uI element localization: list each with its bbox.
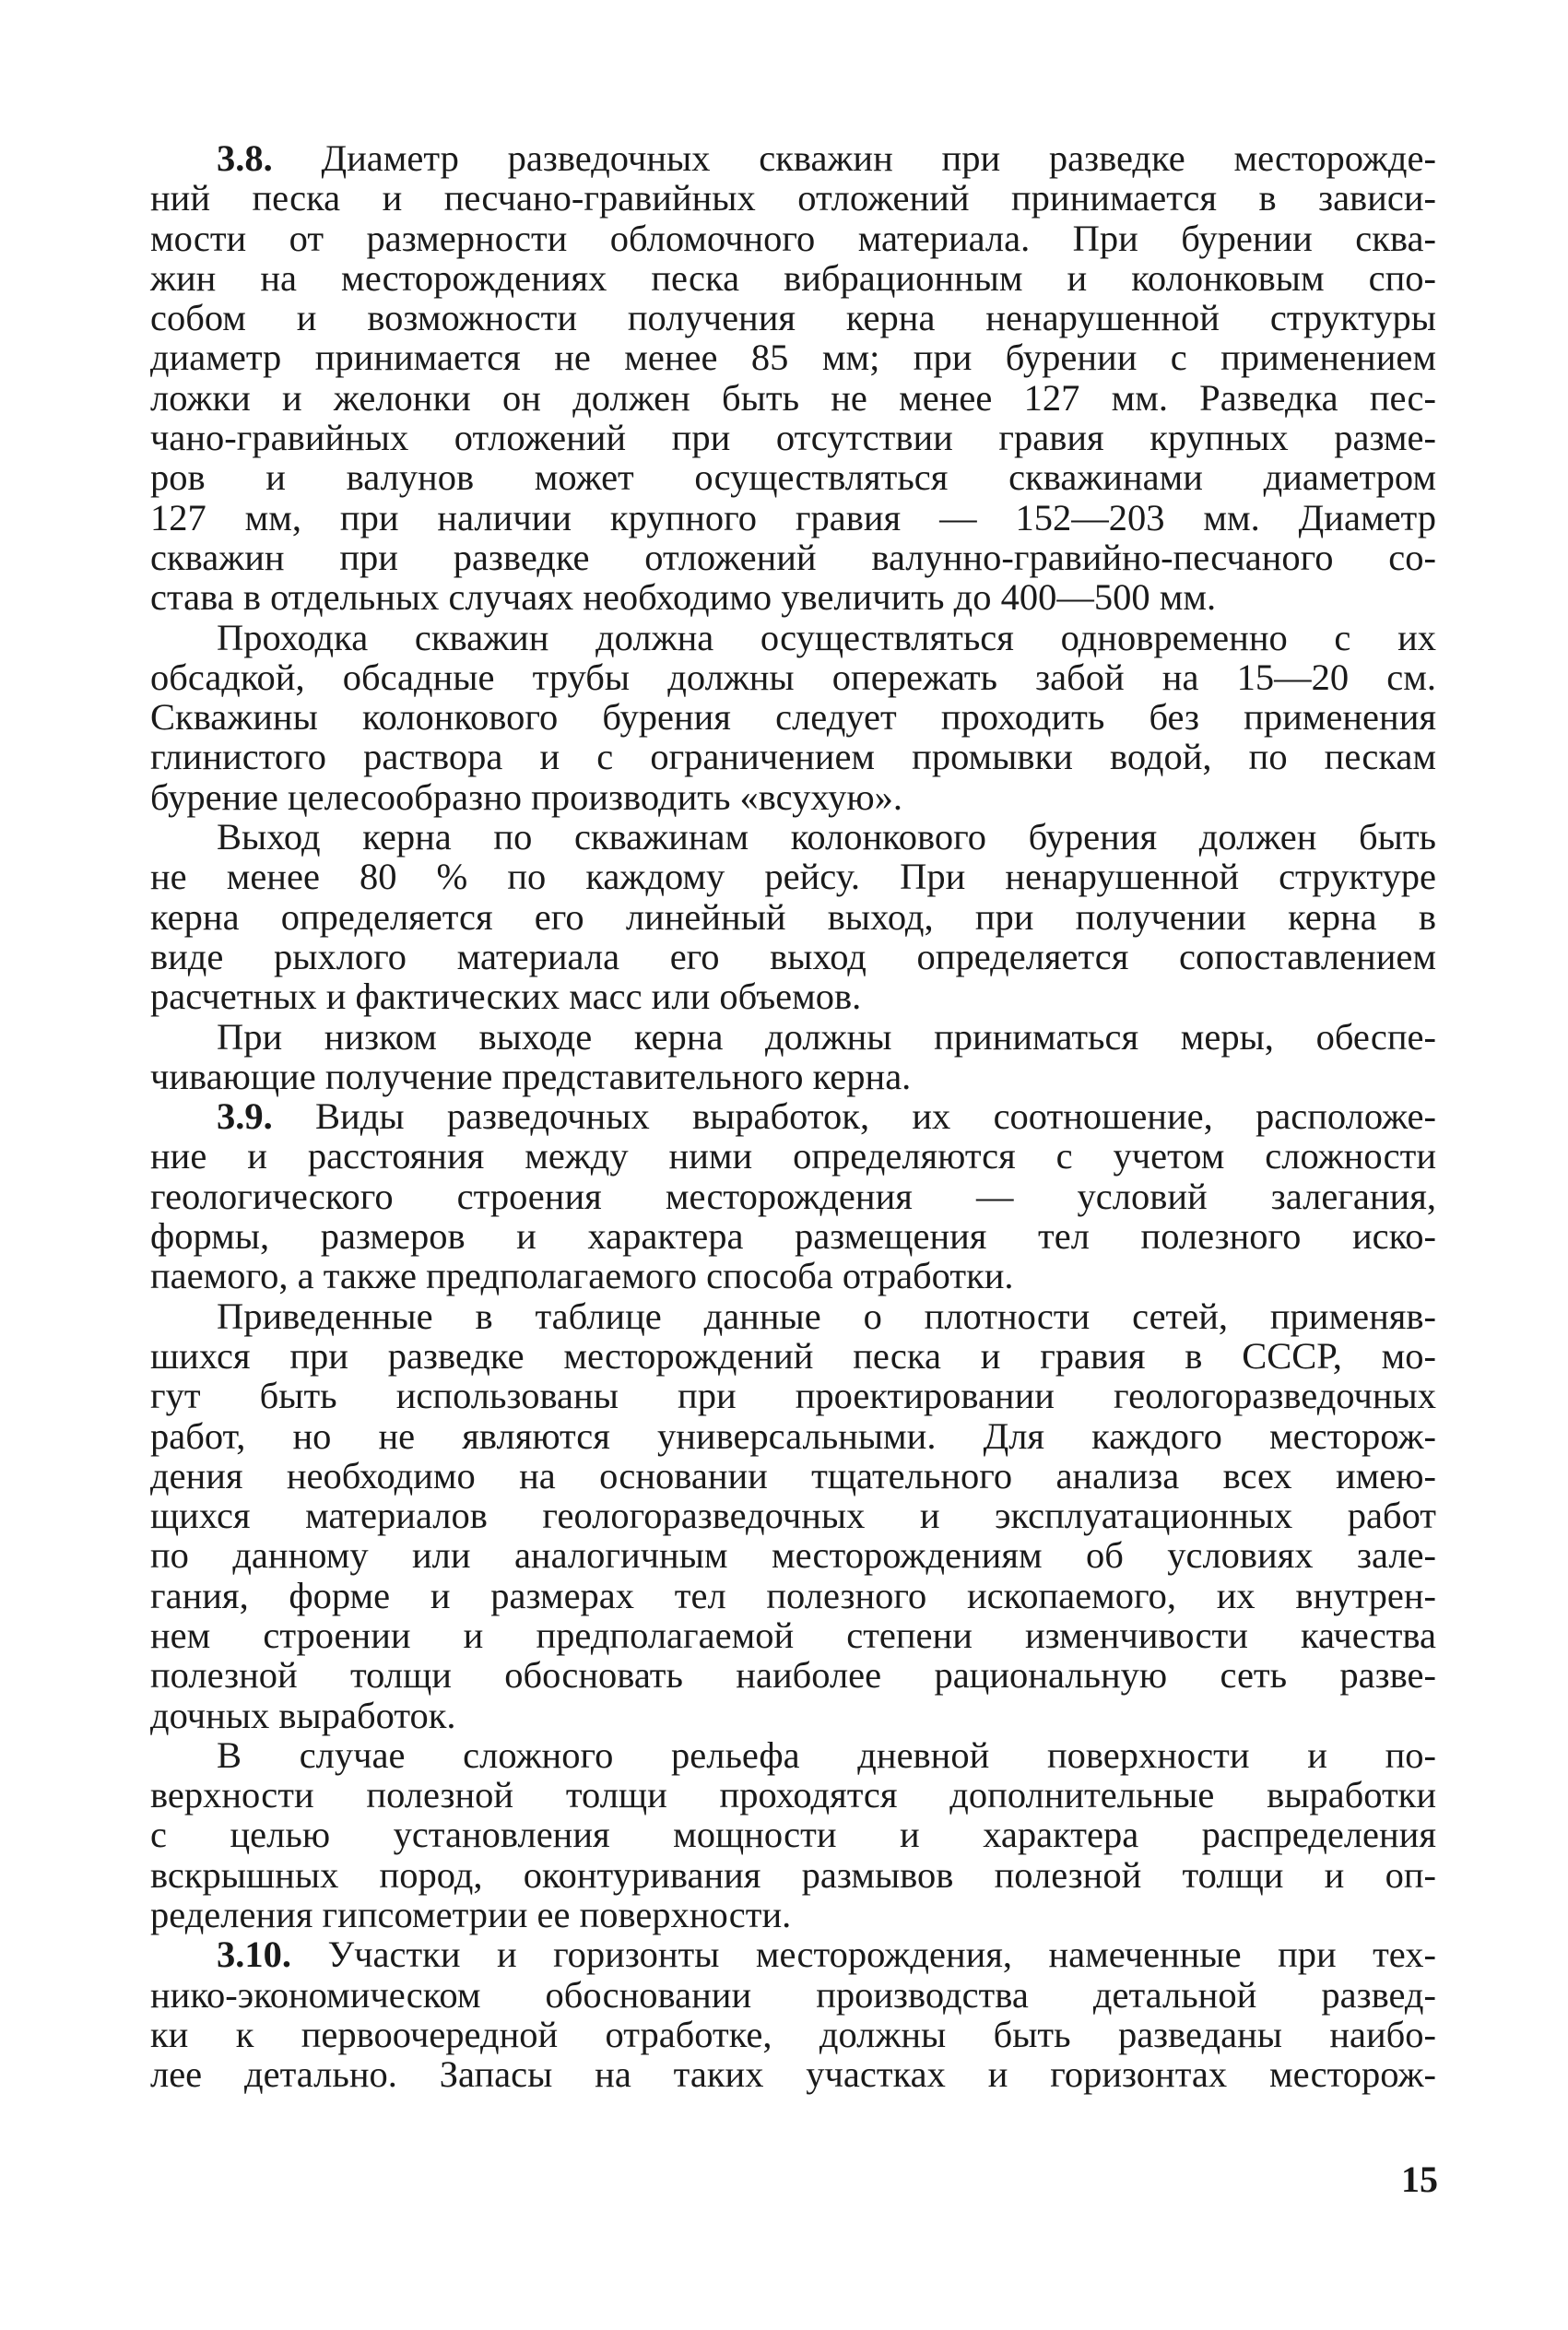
- text-line: скважин при разведке отложений валунно-гравийно-песчаного со-: [150, 536, 1436, 578]
- text-line: [150, 138, 1436, 178]
- section-number: 3.9.: [217, 1095, 273, 1138]
- text-line: геологического строения месторождения — условий залегания,: [150, 1175, 1436, 1217]
- text-line: лее детально. Запасы на таких участках и горизонтах месторож-: [150, 2053, 1436, 2096]
- text-line: дочных выработок.: [150, 1694, 456, 1736]
- text-line: диаметр принимается не менее 85 мм; при бурении с применением: [150, 337, 1436, 379]
- text-line: гания, форме и размерах тел полезного ископаемого, их внутрен-: [150, 1574, 1436, 1616]
- text-line: ние и расстояния между ними определяются с учетом сложности: [150, 1135, 1436, 1177]
- text-line: [150, 1096, 1436, 1136]
- text-line: жин на месторождениях песка вибрационным и колонковым спо-: [150, 256, 1436, 299]
- text-line: нико-экономическом обосновании производства детальной развед-: [150, 1973, 1436, 2016]
- text-line: расчетных и фактических масс или объемов.: [150, 976, 862, 1018]
- text-line: с целью установления мощности и характера распределения: [150, 1814, 1436, 1856]
- line-text: Участки и горизонты месторождения, намеченные при тех-: [291, 1934, 1436, 1976]
- text-line: [150, 1934, 1436, 1974]
- text-line: ний песка и песчано-гравийных отложений принимается в зависи-: [150, 177, 1436, 219]
- text-line: керна определяется его линейный выход, при получении керна в: [150, 895, 1436, 938]
- text-line: виде рыхлого материала его выход определяется сопоставлением: [150, 935, 1436, 977]
- paragraph: [150, 1735, 1436, 1934]
- text-line: гут быть использованы при проектировании геологоразведочных: [150, 1375, 1436, 1417]
- paragraph: [150, 1096, 1436, 1295]
- text-line: Скважины колонкового бурения следует проходить без применения: [150, 696, 1436, 739]
- text-line: щихся материалов геологоразведочных и эксплуатационных работ: [150, 1495, 1436, 1537]
- section-number: 3.8.: [217, 137, 273, 179]
- line-text: Диаметр разведочных скважин при разведке месторожде-: [272, 137, 1436, 179]
- text-line: собом и возможности получения керна ненарушенной структуры: [150, 297, 1436, 339]
- text-line: не менее 80 % по каждому рейсу. При ненарушенной структуре: [150, 856, 1436, 898]
- text-line: ределения гипсометрии ее поверхности.: [150, 1894, 792, 1936]
- text-line: вскрышных пород, оконтуривания размывов полезной толщи и оп-: [150, 1853, 1436, 1896]
- text-line: дения необходимо на основании тщательного анализа всех имею-: [150, 1454, 1436, 1496]
- text-line: нем строении и предполагаемой степени изменчивости качества: [150, 1614, 1436, 1656]
- text-line: мости от размерности обломочного материала. При бурении сква-: [150, 217, 1436, 259]
- text-line: глинистого раствора и с ограничением промывки водой, по пескам: [150, 736, 1436, 778]
- paragraph: [150, 618, 1436, 817]
- paragraph: [150, 1017, 1436, 1097]
- text-line: чивающие получение представительного керна.: [150, 1055, 912, 1097]
- text-line: Выход керна по скважинам колонкового бурения должен быть: [217, 816, 1436, 858]
- text-line: обсадкой, обсадные трубы должны опережать забой на 15—20 см.: [150, 656, 1436, 698]
- text-line: 127 мм, при наличии крупного гравия — 152—203 мм. Диаметр: [150, 496, 1436, 538]
- text-line: става в отдельных случаях необходимо увеличить до 400—500 мм.: [150, 576, 1217, 619]
- paragraph: [150, 138, 1436, 618]
- paragraph: [150, 817, 1436, 1016]
- text-line: В случае сложного рельефа дневной поверхности и по-: [217, 1733, 1436, 1776]
- text-line: паемого, а также предполагаемого способа отработки.: [150, 1255, 1014, 1297]
- text-line: Проходка скважин должна осуществляться одновременно с их: [217, 616, 1436, 658]
- text-line: ки к первоочередной отработке, должны быть разведаны наибо-: [150, 2013, 1436, 2055]
- body-text: [150, 138, 1436, 2095]
- text-line: ров и валунов может осуществляться скважинами диаметром: [150, 456, 1436, 499]
- page-number: 15: [1401, 2159, 1438, 2200]
- text-line: чано-гравийных отложений при отсутствии гравия крупных разме-: [150, 417, 1436, 459]
- text-line: бурение целесообразно производить «всухую».: [150, 775, 902, 818]
- text-line: работ, но не являются универсальными. Для каждого месторож-: [150, 1414, 1436, 1457]
- text-line: формы, размеров и характера размещения тел полезного иско-: [150, 1215, 1436, 1258]
- text-line: При низком выходе керна должны приниматься меры, обеспе-: [217, 1015, 1436, 1058]
- text-line: по данному или аналогичным месторождениям об условиях зале-: [150, 1534, 1436, 1577]
- text-line: полезной толщи обосновать наиболее рациональную сеть разве-: [150, 1654, 1436, 1697]
- line-text: Виды разведочных выработок, их соотношение, расположе-: [272, 1095, 1436, 1138]
- text-line: верхности полезной толщи проходятся дополнительные выработки: [150, 1774, 1436, 1816]
- text-line: ложки и желонки он должен быть не менее 127 мм. Разведка пес-: [150, 376, 1436, 419]
- text-line: шихся при разведке месторождений песка и гравия в СССР, мо-: [150, 1334, 1436, 1377]
- section-number: 3.10.: [217, 1934, 291, 1976]
- text-line: Приведенные в таблице данные о плотности сетей, применяв-: [217, 1295, 1436, 1337]
- paragraph: [150, 1934, 1436, 2094]
- paragraph: [150, 1296, 1436, 1735]
